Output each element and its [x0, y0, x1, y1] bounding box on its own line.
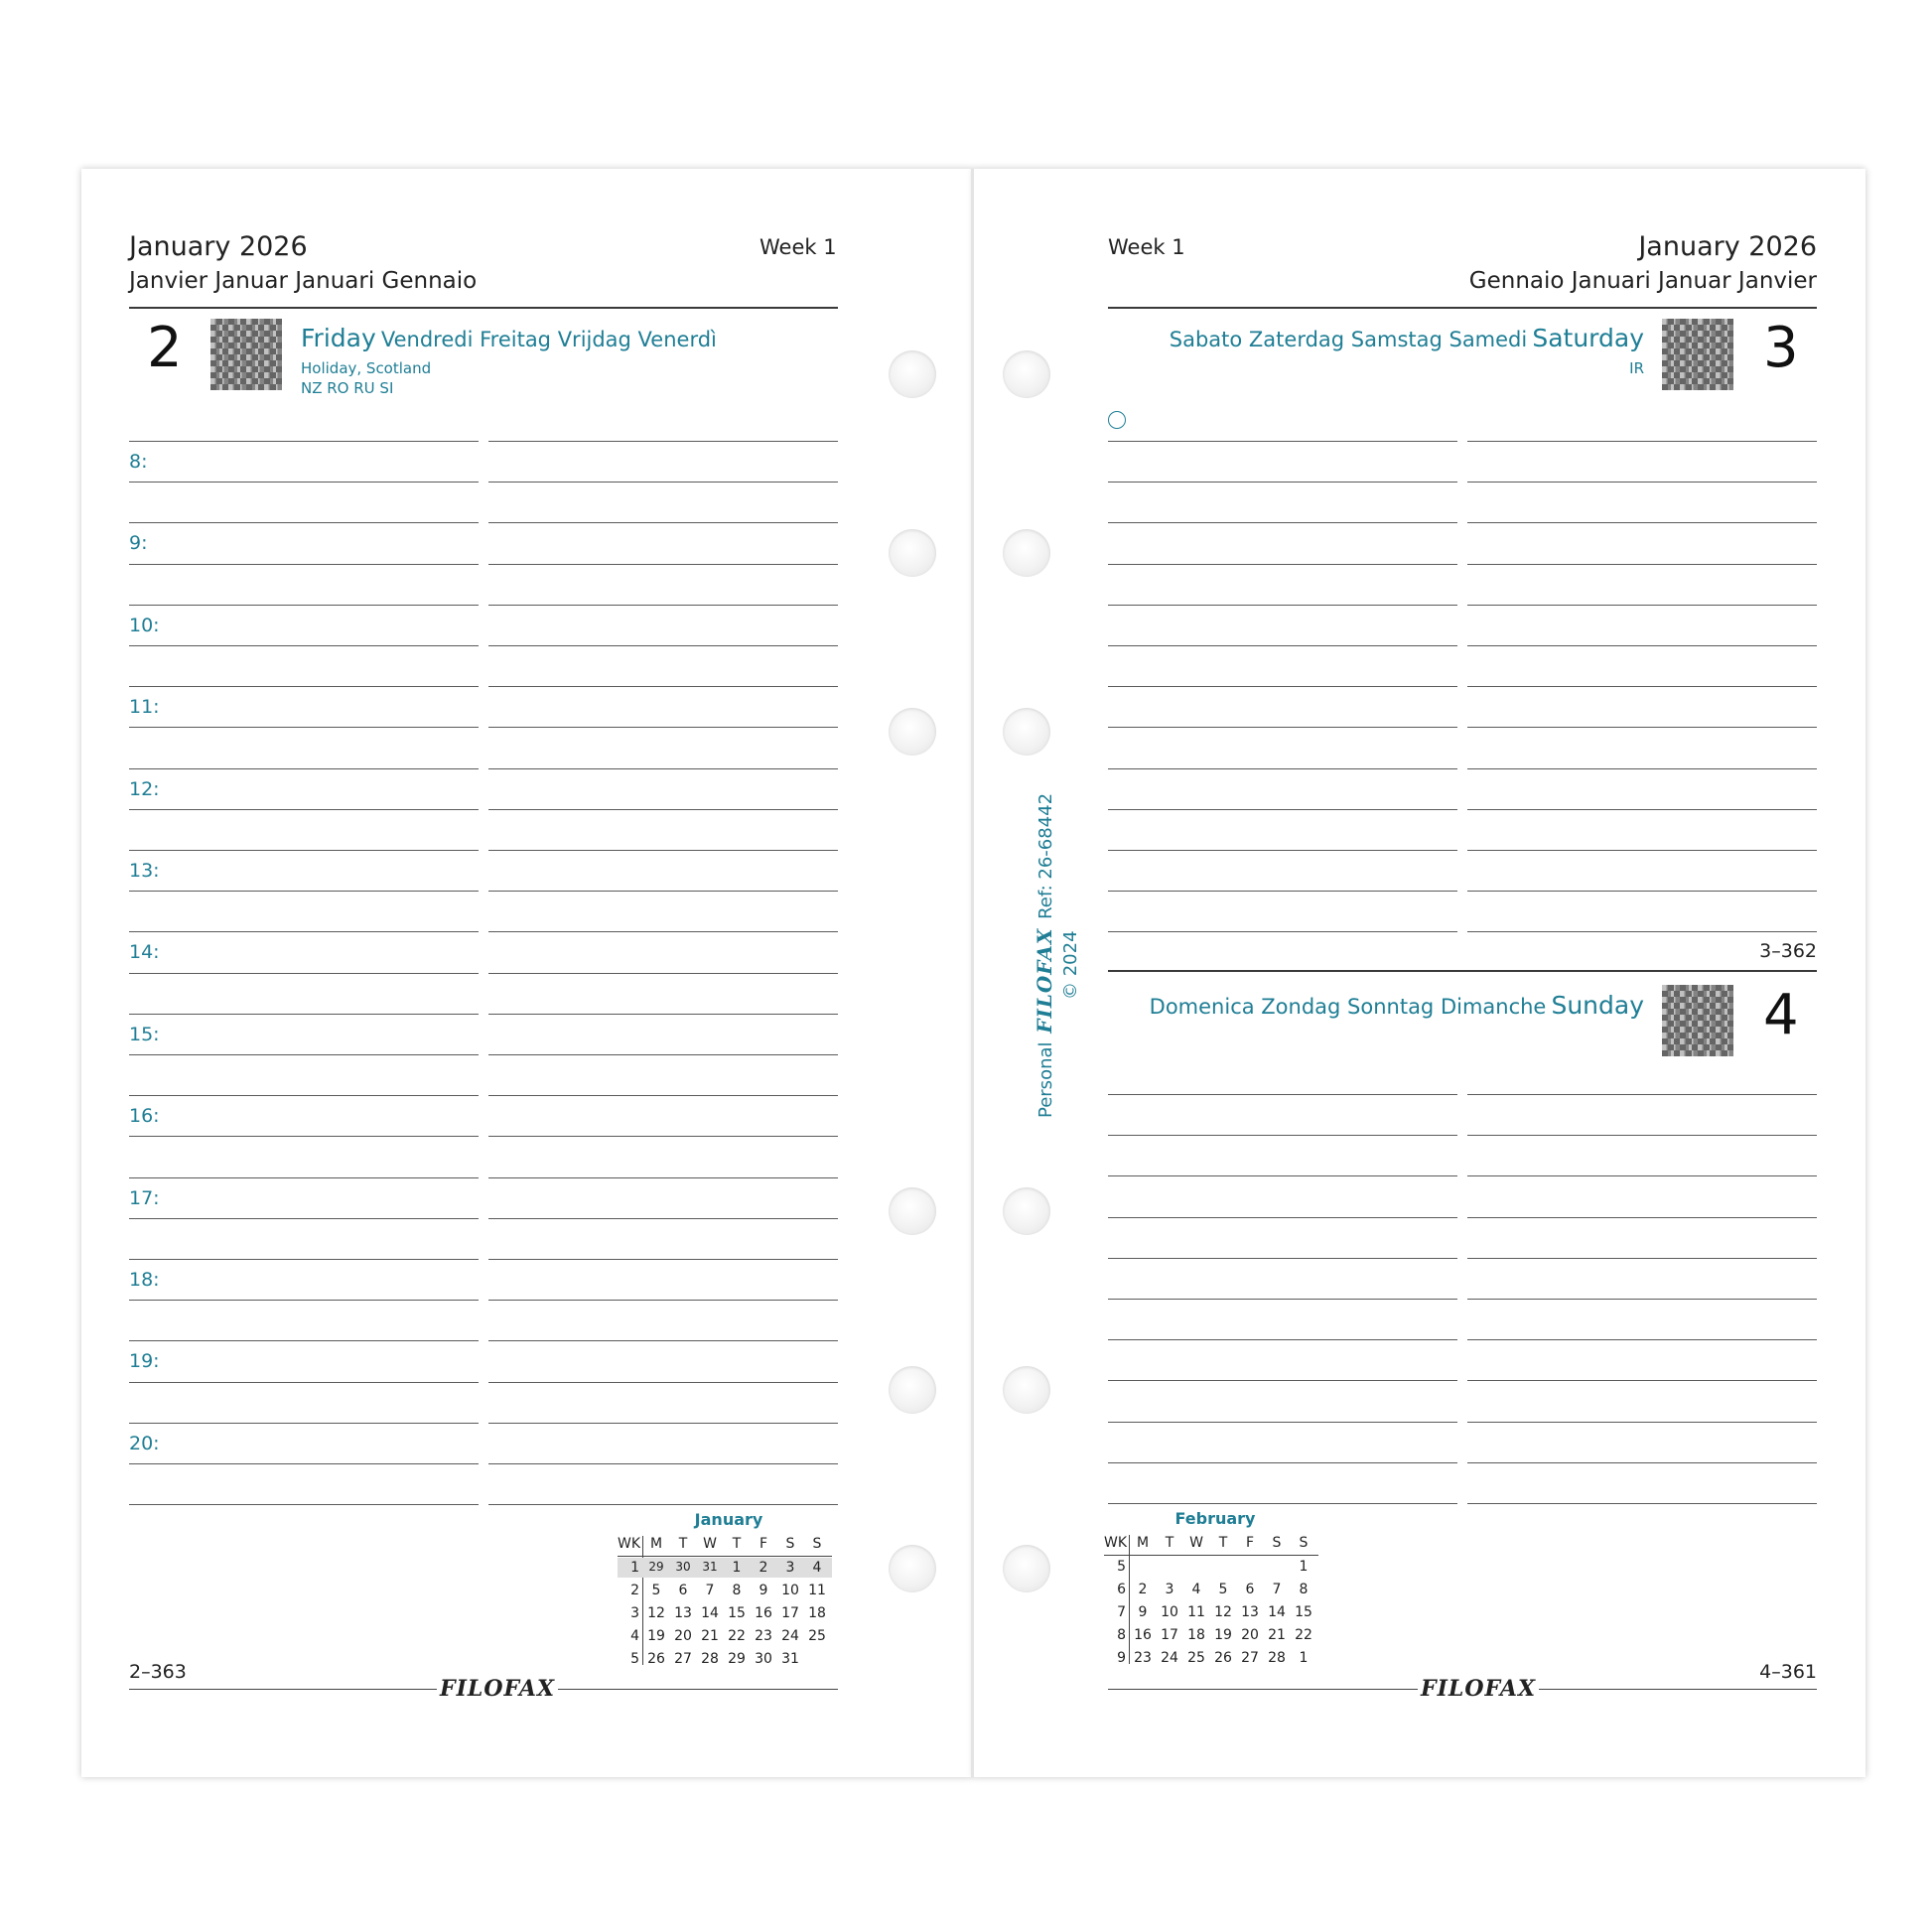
left-writing-line-right — [488, 1463, 838, 1464]
right-month-year: January 2026 — [1638, 231, 1817, 262]
left-writing-line-left — [129, 850, 479, 851]
left-writing-line-left — [129, 1423, 479, 1424]
sunday-writing-line-left — [1108, 1299, 1457, 1300]
left-writing-line-left — [129, 1136, 479, 1137]
saturday-writing-line-left — [1108, 686, 1457, 687]
mini-calendar-rule — [618, 1556, 832, 1557]
left-writing-line-left — [129, 891, 479, 892]
mini-calendar-day: 7 — [705, 1583, 715, 1598]
spine-prefix: Personal — [1035, 1041, 1056, 1118]
mini-calendar-header: S — [812, 1536, 822, 1552]
mini-calendar-day: 24 — [1161, 1650, 1178, 1666]
saturday-writing-line-right — [1467, 441, 1817, 442]
saturday-writing-line-right — [1467, 564, 1817, 565]
mini-calendar-header: T — [1165, 1535, 1174, 1551]
mini-calendar-day: 5 — [651, 1583, 661, 1598]
saturday-writing-line-left — [1108, 605, 1457, 606]
mini-calendar-day: 2 — [759, 1560, 768, 1576]
mini-calendar-day: 8 — [732, 1583, 742, 1598]
saturday-writing-line-right — [1467, 768, 1817, 769]
spine-filofax-logo: FILOFAX — [1033, 927, 1056, 1034]
mini-calendar-day: 14 — [1268, 1604, 1286, 1620]
right-filofax-logo: FILOFAX — [1418, 1676, 1539, 1702]
left-writing-line-right — [488, 1340, 838, 1341]
saturday-writing-line-left — [1108, 564, 1457, 565]
mini-calendar-day: 28 — [701, 1651, 719, 1667]
right-week-label: Week 1 — [1108, 235, 1185, 259]
friday-countries: NZ RO RU SI — [301, 379, 394, 397]
left-writing-line-right — [488, 1259, 838, 1260]
left-writing-line-right — [488, 1177, 838, 1178]
left-writing-line-right — [488, 1136, 838, 1137]
mini-calendar-day: 2 — [1138, 1582, 1148, 1597]
left-writing-line-left — [129, 482, 479, 483]
sunday-writing-line-left — [1108, 1094, 1457, 1095]
left-writing-line-right — [488, 1095, 838, 1096]
punch-hole-right — [1003, 1545, 1050, 1592]
left-writing-line-right — [488, 522, 838, 523]
left-writing-line-left — [129, 1095, 479, 1096]
mini-calendar-day: 10 — [1161, 1604, 1178, 1620]
saturday-writing-line-right — [1467, 727, 1817, 728]
sunday-writing-line-right — [1467, 1503, 1817, 1504]
spine-copyright: © 2024 — [1060, 930, 1081, 1000]
saturday-writing-line-left — [1108, 727, 1457, 728]
mini-calendar-day: 6 — [1245, 1582, 1255, 1597]
mini-calendar-day: 10 — [781, 1583, 799, 1598]
mini-calendar-day: 16 — [755, 1605, 772, 1621]
hour-label: 17: — [129, 1186, 160, 1209]
saturday-writing-line-left — [1108, 891, 1457, 892]
saturday-day-langs: Sabato Zaterdag Samstag Samedi — [1169, 328, 1528, 351]
punch-hole-left — [889, 1366, 936, 1414]
sunday-writing-line-left — [1108, 1339, 1457, 1340]
left-writing-line-right — [488, 768, 838, 769]
hour-label: 8: — [129, 451, 148, 473]
sunday-writing-line-right — [1467, 1422, 1817, 1423]
saturday-day-number: 3 — [1763, 316, 1799, 380]
mini-calendar-day: 13 — [674, 1605, 692, 1621]
punch-hole-right — [1003, 1187, 1050, 1235]
left-writing-line-right — [488, 482, 838, 483]
mini-calendar-day: 19 — [1214, 1627, 1232, 1643]
saturday-writing-line-left — [1108, 645, 1457, 646]
mini-calendar-january — [618, 1510, 840, 1669]
mini-calendar-header: F — [759, 1536, 768, 1552]
mini-calendar-header: S — [1299, 1535, 1309, 1551]
hour-label: 18: — [129, 1269, 160, 1291]
punch-hole-left — [889, 1187, 936, 1235]
mini-calendar-day: 4 — [812, 1560, 822, 1576]
right-header-rule — [1108, 307, 1817, 309]
mini-calendar-day: 15 — [1295, 1604, 1312, 1620]
mini-calendar-day: 29 — [728, 1651, 746, 1667]
left-writing-line-right — [488, 891, 838, 892]
mini-calendar-header: S — [785, 1536, 795, 1552]
mini-calendar-day: 18 — [1187, 1627, 1205, 1643]
hour-label: 20: — [129, 1432, 160, 1454]
mini-calendar-header: M — [649, 1536, 663, 1552]
sunday-writing-line-left — [1108, 1258, 1457, 1259]
mini-calendar-day: 4 — [1191, 1582, 1201, 1597]
punch-hole-right — [1003, 350, 1050, 398]
mini-calendar-day: 30 — [755, 1651, 772, 1667]
circle-marker-icon — [1108, 411, 1126, 429]
mini-calendar-header: F — [1245, 1535, 1255, 1551]
right-page-number: 4–361 — [1759, 1661, 1817, 1683]
sunday-writing-line-right — [1467, 1462, 1817, 1463]
mini-calendar-header: T — [732, 1536, 742, 1552]
mini-calendar-day: 31 — [702, 1560, 718, 1574]
punch-hole-left — [889, 1545, 936, 1592]
saturday-writing-line-left — [1108, 768, 1457, 769]
sunday-writing-line-left — [1108, 1422, 1457, 1423]
mini-calendar-day: 5 — [1218, 1582, 1228, 1597]
sunday-writing-line-left — [1108, 1380, 1457, 1381]
mini-calendar-week-number: 7 — [1117, 1604, 1126, 1620]
saturday-qr-code — [1662, 319, 1733, 390]
friday-day-heading — [301, 324, 717, 352]
left-writing-line-left — [129, 931, 479, 932]
mini-calendar-day: 26 — [647, 1651, 665, 1667]
sunday-writing-line-right — [1467, 1135, 1817, 1136]
mini-calendar-day: 9 — [1138, 1604, 1148, 1620]
sunday-writing-line-right — [1467, 1299, 1817, 1300]
mini-calendar-header: M — [1136, 1535, 1150, 1551]
mini-calendar-divider — [642, 1536, 643, 1665]
mini-calendar-day: 27 — [1241, 1650, 1259, 1666]
sunday-writing-line-right — [1467, 1094, 1817, 1095]
saturday-writing-line-right — [1467, 891, 1817, 892]
mini-calendar-day: 8 — [1299, 1582, 1309, 1597]
left-writing-line-right — [488, 973, 838, 974]
friday-day-number: 2 — [147, 316, 183, 380]
hour-label: 9: — [129, 532, 148, 555]
left-writing-line-left — [129, 973, 479, 974]
left-writing-line-right — [488, 809, 838, 810]
hour-label: 13: — [129, 860, 160, 882]
left-writing-line-right — [488, 850, 838, 851]
sunday-writing-line-right — [1467, 1217, 1817, 1218]
left-writing-line-right — [488, 1382, 838, 1383]
mini-calendar-week-number: 2 — [630, 1583, 639, 1598]
mini-calendar-day: 25 — [808, 1628, 826, 1644]
mini-calendar-day: 11 — [808, 1583, 826, 1598]
hour-label: 19: — [129, 1350, 160, 1373]
sunday-writing-line-left — [1108, 1217, 1457, 1218]
saturday-writing-line-left — [1108, 441, 1457, 442]
punch-hole-right — [1003, 529, 1050, 577]
mini-calendar-week-number: 6 — [1117, 1582, 1126, 1597]
hour-label: 15: — [129, 1023, 160, 1045]
left-writing-line-left — [129, 1259, 479, 1260]
mini-calendar-day: 17 — [1161, 1627, 1178, 1643]
mini-calendar-week-number: 3 — [630, 1605, 639, 1621]
mini-calendar-day: 15 — [728, 1605, 746, 1621]
left-writing-line-left — [129, 605, 479, 606]
mini-calendar-day: 3 — [1165, 1582, 1174, 1597]
punch-hole-left — [889, 350, 936, 398]
mini-calendar-header: S — [1272, 1535, 1282, 1551]
mini-calendar-day: 22 — [728, 1628, 746, 1644]
mini-calendar-day: 3 — [785, 1560, 795, 1576]
punch-hole-left — [889, 529, 936, 577]
mini-calendar-header: WK — [618, 1536, 641, 1552]
mini-calendar-day: 20 — [1241, 1627, 1259, 1643]
mini-calendar-header: T — [1218, 1535, 1228, 1551]
left-month-year: January 2026 — [129, 231, 308, 262]
left-writing-line-right — [488, 1218, 838, 1219]
left-writing-line-left — [129, 1463, 479, 1464]
mini-calendar-day: 23 — [1134, 1650, 1152, 1666]
mini-calendar-day: 16 — [1134, 1627, 1152, 1643]
mini-calendar-header: W — [1189, 1535, 1203, 1551]
saturday-writing-line-right — [1467, 645, 1817, 646]
left-writing-line-right — [488, 1014, 838, 1015]
mini-calendar-day: 26 — [1214, 1650, 1232, 1666]
left-writing-line-left — [129, 1014, 479, 1015]
left-writing-line-left — [129, 1218, 479, 1219]
left-writing-line-right — [488, 441, 838, 442]
mini-calendar-day: 12 — [1214, 1604, 1232, 1620]
friday-qr-code — [210, 319, 282, 390]
sunday-writing-line-left — [1108, 1135, 1457, 1136]
left-writing-line-left — [129, 1054, 479, 1055]
left-writing-line-right — [488, 605, 838, 606]
saturday-writing-line-left — [1108, 850, 1457, 851]
sunday-day-name: Sunday — [1551, 991, 1644, 1020]
mini-calendar-day: 21 — [701, 1628, 719, 1644]
saturday-page-number: 3–362 — [1759, 940, 1817, 962]
mini-calendar-day: 23 — [755, 1628, 772, 1644]
sunday-writing-line-left — [1108, 1175, 1457, 1176]
left-writing-line-right — [488, 931, 838, 932]
mini-calendar-february — [1104, 1509, 1326, 1668]
sunday-writing-line-right — [1467, 1380, 1817, 1381]
mini-calendar-header: W — [703, 1536, 717, 1552]
mini-calendar-day: 17 — [781, 1605, 799, 1621]
mini-calendar-title: January — [694, 1510, 763, 1529]
left-writing-line-right — [488, 1504, 838, 1505]
mini-calendar-day: 13 — [1241, 1604, 1259, 1620]
saturday-countries: IR — [1629, 359, 1644, 377]
saturday-writing-line-right — [1467, 482, 1817, 483]
sunday-qr-code — [1662, 985, 1733, 1056]
mini-calendar-divider — [1129, 1535, 1130, 1664]
mini-calendar-day: 25 — [1187, 1650, 1205, 1666]
saturday-sunday-divider — [1108, 970, 1817, 972]
left-writing-line-left — [129, 686, 479, 687]
spine-ref-text — [1033, 793, 1056, 1118]
saturday-writing-line-left — [1108, 809, 1457, 810]
saturday-writing-line-right — [1467, 522, 1817, 523]
mini-calendar-day: 14 — [701, 1605, 719, 1621]
left-writing-line-right — [488, 564, 838, 565]
right-month-langs: Gennaio Januari Januar Janvier — [1468, 268, 1817, 294]
saturday-writing-line-right — [1467, 850, 1817, 851]
saturday-writing-line-right — [1467, 931, 1817, 932]
page-spine — [971, 169, 974, 1777]
mini-calendar-day: 11 — [1187, 1604, 1205, 1620]
hour-label: 16: — [129, 1105, 160, 1128]
left-header-rule — [129, 307, 838, 309]
left-week-label: Week 1 — [759, 235, 837, 259]
spine-ref: Ref: 26-68442 — [1035, 792, 1056, 919]
left-writing-line-left — [129, 1504, 479, 1505]
mini-calendar-week-number: 5 — [1117, 1559, 1126, 1575]
left-writing-line-left — [129, 1177, 479, 1178]
sunday-day-number: 4 — [1763, 983, 1799, 1047]
hour-label: 12: — [129, 777, 160, 800]
mini-calendar-day: 18 — [808, 1605, 826, 1621]
mini-calendar-week-number: 8 — [1117, 1627, 1126, 1643]
mini-calendar-day: 30 — [675, 1560, 691, 1574]
left-writing-line-right — [488, 1300, 838, 1301]
sunday-writing-line-left — [1108, 1462, 1457, 1463]
mini-calendar-rule — [1104, 1555, 1318, 1556]
left-writing-line-right — [488, 1054, 838, 1055]
sunday-writing-line-right — [1467, 1175, 1817, 1176]
punch-hole-right — [1003, 708, 1050, 756]
mini-calendar-day: 22 — [1295, 1627, 1312, 1643]
sunday-day-langs: Domenica Zondag Sonntag Dimanche — [1149, 995, 1547, 1019]
mini-calendar-day: 31 — [781, 1651, 799, 1667]
mini-calendar-day: 27 — [674, 1651, 692, 1667]
mini-calendar-title: February — [1174, 1509, 1256, 1528]
mini-calendar-header: WK — [1104, 1535, 1128, 1551]
left-writing-line-left — [129, 1382, 479, 1383]
left-writing-line-right — [488, 727, 838, 728]
mini-calendar-day: 6 — [678, 1583, 688, 1598]
left-page-number: 2–363 — [129, 1661, 187, 1683]
saturday-writing-line-right — [1467, 809, 1817, 810]
left-month-langs: Janvier Januar Januari Gennaio — [129, 268, 478, 294]
friday-holiday: Holiday, Scotland — [301, 359, 432, 377]
saturday-day-name: Saturday — [1532, 324, 1644, 352]
left-writing-line-left — [129, 441, 479, 442]
left-writing-line-right — [488, 645, 838, 646]
mini-calendar-header: T — [678, 1536, 688, 1552]
mini-calendar-week-number: 4 — [630, 1628, 639, 1644]
sunday-writing-line-right — [1467, 1339, 1817, 1340]
left-writing-line-left — [129, 727, 479, 728]
saturday-writing-line-left — [1108, 931, 1457, 932]
mini-calendar-day: 9 — [759, 1583, 768, 1598]
left-writing-line-right — [488, 1423, 838, 1424]
left-writing-line-left — [129, 564, 479, 565]
left-writing-line-left — [129, 1340, 479, 1341]
hour-label: 14: — [129, 941, 160, 964]
mini-calendar-day: 29 — [648, 1560, 664, 1574]
mini-calendar-day: 28 — [1268, 1650, 1286, 1666]
mini-calendar-day: 1 — [1299, 1559, 1309, 1575]
mini-calendar-week-number: 5 — [630, 1651, 639, 1667]
sunday-writing-line-right — [1467, 1258, 1817, 1259]
mini-calendar-day: 7 — [1272, 1582, 1282, 1597]
left-writing-line-left — [129, 645, 479, 646]
mini-calendar-day: 12 — [647, 1605, 665, 1621]
punch-hole-left — [889, 708, 936, 756]
left-filofax-logo: FILOFAX — [437, 1676, 558, 1702]
friday-day-name: Friday — [301, 324, 376, 352]
mini-calendar-week-number: 9 — [1117, 1650, 1126, 1666]
mini-calendar-day: 24 — [781, 1628, 799, 1644]
hour-label: 11: — [129, 696, 160, 719]
saturday-writing-line-left — [1108, 522, 1457, 523]
left-writing-line-left — [129, 1300, 479, 1301]
left-writing-line-right — [488, 686, 838, 687]
left-writing-line-left — [129, 522, 479, 523]
saturday-writing-line-right — [1467, 605, 1817, 606]
mini-calendar-week-number: 1 — [630, 1560, 639, 1576]
saturday-day-heading — [1170, 324, 1644, 352]
left-writing-line-left — [129, 809, 479, 810]
mini-calendar-day: 20 — [674, 1628, 692, 1644]
left-writing-line-left — [129, 768, 479, 769]
hour-label: 10: — [129, 614, 160, 636]
sunday-day-heading — [1150, 991, 1644, 1020]
mini-calendar-day: 1 — [1299, 1650, 1309, 1666]
mini-calendar-day: 1 — [732, 1560, 742, 1576]
mini-calendar-day: 21 — [1268, 1627, 1286, 1643]
friday-day-langs: Vendredi Freitag Vrijdag Venerdì — [380, 328, 717, 351]
mini-calendar-day: 19 — [647, 1628, 665, 1644]
sunday-writing-line-left — [1108, 1503, 1457, 1504]
punch-hole-right — [1003, 1366, 1050, 1414]
saturday-writing-line-right — [1467, 686, 1817, 687]
saturday-writing-line-left — [1108, 482, 1457, 483]
